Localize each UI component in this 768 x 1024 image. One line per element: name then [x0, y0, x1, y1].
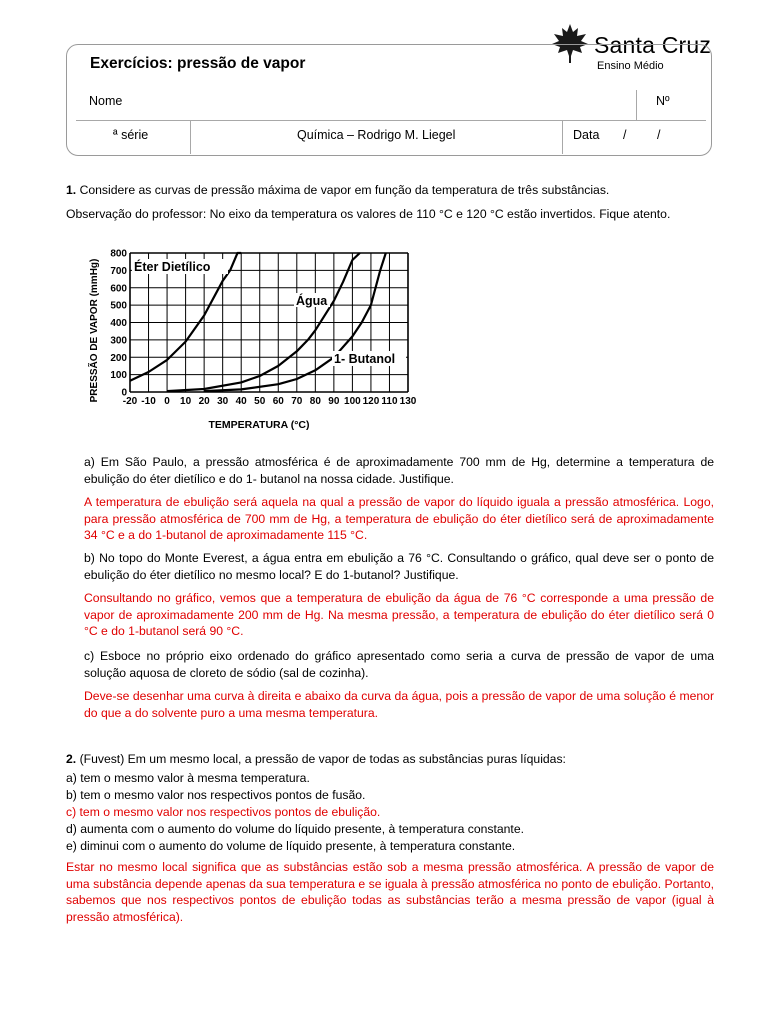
series-label: Água [296, 294, 328, 308]
question-1a: a) Em São Paulo, a pressão atmosférica é de aproximadamente 700 mm de Hg, determine a temperatura de ebulição do éter dietílico e do 1- butanol na nossa cidade. Justifique. [84, 455, 714, 486]
x-tick-label: 130 [399, 396, 417, 407]
option-e: e) diminui com o aumento do volume de líquido presente, à temperatura constante. [66, 839, 516, 853]
x-tick-label: -20 [122, 396, 138, 407]
name-label: Nome [89, 94, 123, 108]
series-label: 1- Butanol [334, 352, 396, 366]
option-c-correct: c) tem o mesmo valor nos respectivos pontos de ebulição. [66, 805, 381, 819]
date-separator: / [623, 128, 627, 142]
answer-2: Estar no mesmo local significa que as substâncias estão sob a mesma pressão atmosférica. A pressão de vapor de uma substância depende apenas da sua temperatura e se iguala à pressão atmosférica no ponto de ebulição. Portanto, sabemos que nos respectivos pontos de ebulição todas as substâncias terão a mesma pressão de vapor (igual à pressão atmosférica). [66, 860, 714, 924]
y-tick-label: 100 [110, 370, 127, 382]
y-axis-label: PRESSÃO DE VAPOR (mmHg) [89, 258, 100, 403]
header-divider [190, 121, 191, 154]
question-2-prompt [66, 751, 716, 768]
answer-1a: A temperatura de ebulição será aquela na qual a pressão de vapor do líquido iguala a pressão atmosférica. Logo, para pressão atmosférica de 700 mm de Hg, a temperatura de ebulição do éter dietílico será de aproximadamente 34 °C e a do 1-butanol de aproximadamente 115 °C. [84, 495, 714, 543]
y-tick-label: 200 [110, 352, 127, 364]
header-divider [636, 90, 637, 120]
y-tick-label: 0 [121, 387, 127, 399]
logo-subtitle: Ensino Médio [597, 60, 664, 72]
number-label: Nº [656, 94, 670, 108]
x-tick-label: 0 [164, 396, 170, 407]
date-label: Data [573, 128, 600, 142]
y-tick-label: 600 [110, 283, 127, 295]
question-1b: b) No topo do Monte Everest, a água entra em ebulição a 76 °C. Consultando o gráfico, qual deve ser o ponto de ebulição do éter dietílico no mesmo local? E do 1-butanol? Justifique. [84, 551, 714, 582]
answer-1c: Deve-se desenhar uma curva à direita e abaixo da curva da água, pois a pressão de vapor de uma solução é menor do que a do solvente puro a uma mesma temperatura. [84, 689, 714, 720]
x-axis-label: TEMPERATURA (°C) [208, 419, 310, 431]
x-tick-label: 120 [362, 396, 380, 407]
x-tick-label: 90 [328, 396, 340, 407]
header-divider [562, 121, 563, 154]
x-tick-label: 60 [272, 396, 284, 407]
grade-label: ª série [113, 128, 149, 142]
y-tick-label: 700 [110, 265, 127, 277]
series-label: Éter Dietílico [134, 260, 211, 274]
question-1-prompt [66, 182, 716, 199]
x-tick-label: 70 [291, 396, 303, 407]
vapor-pressure-chart [86, 244, 436, 434]
question-number: 2. [66, 752, 77, 766]
x-tick-label: 100 [344, 396, 361, 407]
x-tick-label: -10 [141, 396, 156, 407]
option-a: a) tem o mesmo valor à mesma temperatura. [66, 771, 310, 785]
x-tick-label: 80 [309, 396, 321, 407]
question-number: 1. [66, 183, 77, 197]
page-title: Exercícios: pressão de vapor [90, 55, 306, 72]
subject-teacher: Química – Rodrigo M. Liegel [297, 128, 456, 142]
option-b: b) tem o mesmo valor nos respectivos pontos de fusão. [66, 788, 366, 802]
y-tick-label: 500 [110, 300, 127, 312]
answer-1b: Consultando no gráfico, vemos que a temperatura de ebulição da água de 76 °C corresponde a uma pressão de vapor de aproximadamente 200 mm de Hg. Na mesma pressão, a temperatura de ebulição do éter dietílico será 0 °C e do 1-butanol será 90 °C. [84, 591, 714, 639]
logo-name: Santa Cruz [594, 32, 712, 58]
question-1c: c) Esboce no próprio eixo ordenado do gráfico apresentado como seria a curva de pressão de vapor de uma solução aquosa de cloreto de sódio (sal de cozinha). [84, 649, 714, 680]
x-tick-label: 30 [217, 396, 229, 407]
x-tick-label: 10 [180, 396, 192, 407]
x-tick-label: 110 [381, 396, 398, 407]
teacher-observation: Observação do professor: No eixo da temperatura os valores de 110 °C e 120 °C estão invertidos. Fique atento. [66, 207, 671, 221]
x-tick-label: 40 [235, 396, 247, 407]
date-separator: / [657, 128, 661, 142]
y-tick-label: 300 [110, 335, 127, 347]
x-tick-label: 50 [254, 396, 266, 407]
x-tick-label: 20 [198, 396, 210, 407]
y-tick-label: 400 [110, 318, 127, 329]
option-d: d) aumenta com o aumento do volume do líquido presente, à temperatura constante. [66, 822, 524, 836]
question-text: (Fuvest) Em um mesmo local, a pressão de vapor de todas as substâncias puras líquidas: [79, 752, 566, 766]
question-text: Considere as curvas de pressão máxima de vapor em função da temperatura de três substâncias. [79, 183, 610, 197]
header-divider [76, 120, 706, 121]
y-tick-label: 800 [110, 248, 127, 260]
